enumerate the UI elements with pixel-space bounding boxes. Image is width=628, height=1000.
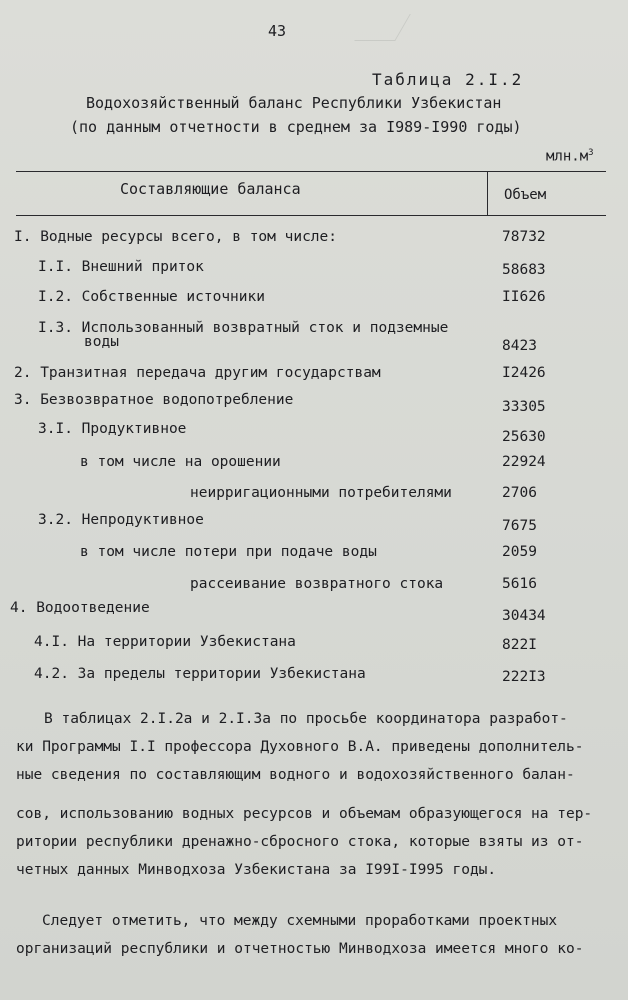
table-number: Таблица 2.I.2: [372, 70, 524, 89]
table-row: [0, 634, 628, 658]
table-row: [0, 392, 628, 416]
row-value: I2426: [502, 365, 546, 381]
row-label: I. Водные ресурсы всего, в том числе:: [14, 229, 338, 245]
table-header-rule: [16, 215, 606, 216]
paragraph-line: Следует отметить, что между схемными проработками проектных: [42, 913, 558, 929]
table-row: [0, 544, 628, 568]
table-row: [0, 454, 628, 478]
row-label: I.I. Внешний приток: [38, 259, 204, 275]
row-label: I.2. Собственные источники: [38, 289, 265, 305]
table-row: [0, 421, 628, 445]
table-title-line-2: (по данным отчетности в среднем за I989-I990 годы): [70, 118, 522, 136]
row-label: I.3. Использованный возвратный сток и подземные: [38, 320, 449, 336]
paragraph-line: сов, использованию водных ресурсов и объемам образующегося на тер-: [16, 806, 593, 822]
row-value: 25630: [502, 429, 546, 445]
paragraph-line: организаций республики и отчетностью Минводхоза имеется много ко-: [16, 941, 584, 957]
paragraph-line: ки Программы I.I профессора Духовного В.А. приведены дополнитель-: [16, 739, 584, 755]
table-row: [0, 229, 628, 253]
row-value: 30434: [502, 608, 546, 624]
row-value: 222I3: [502, 669, 546, 685]
header-volume: Объем: [504, 187, 547, 203]
paragraph-line: ные сведения по составляющим водного и водохозяйственного балан-: [16, 767, 575, 783]
row-value: 78732: [502, 229, 546, 245]
row-value: 822I: [502, 637, 537, 653]
table-row: [0, 666, 628, 690]
row-value: 58683: [502, 262, 546, 278]
table-title-line-1: Водохозяйственный баланс Республики Узбекистан: [86, 94, 502, 112]
table-row: [0, 365, 628, 389]
row-label: рассеивание возвратного стока: [190, 576, 444, 592]
paragraph-line: четных данных Минводхоза Узбекистана за I99I-I995 годы.: [16, 862, 497, 878]
page-number: 43: [268, 22, 287, 40]
pencil-check-mark: [354, 14, 411, 41]
paragraph-line: ритории республики дренажно-сбросного стока, которые взяты из от-: [16, 834, 584, 850]
table-header-divider: [487, 171, 488, 216]
row-label: в том числе потери при подаче воды: [80, 544, 377, 560]
row-label: в том числе на орошении: [80, 454, 281, 470]
row-label: 4.I. На территории Узбекистана: [34, 634, 296, 650]
row-label: 3. Безвозвратное водопотребление: [14, 392, 294, 408]
paragraph-line: В таблицах 2.I.2а и 2.I.3а по просьбе координатора разработ-: [44, 711, 568, 727]
table-row: [0, 289, 628, 313]
row-label-continued: воды: [84, 334, 119, 350]
table-row: [0, 600, 628, 624]
row-value: II626: [502, 289, 546, 305]
unit-superscript: 3: [588, 148, 594, 158]
row-label: 4. Водоотведение: [10, 600, 150, 616]
row-value: 7675: [502, 518, 537, 534]
unit-label: [546, 148, 594, 165]
row-value: 2706: [502, 485, 537, 501]
header-components: Составляющие баланса: [120, 180, 301, 198]
table-top-rule: [16, 171, 606, 172]
row-value: 33305: [502, 399, 546, 415]
row-label: 3.2. Непродуктивное: [38, 512, 204, 528]
table-row: [0, 512, 628, 536]
row-value: 22924: [502, 454, 546, 470]
table-row: [0, 576, 628, 600]
row-label: неирригационными потребителями: [190, 485, 452, 501]
row-label: 2. Транзитная передача другим государствам: [14, 365, 381, 381]
unit-text: млн.м: [546, 148, 589, 165]
row-label: 4.2. За пределы территории Узбекистана: [34, 666, 366, 682]
row-value: 8423: [502, 338, 537, 354]
table-row: [0, 259, 628, 283]
table-row: [0, 485, 628, 509]
table-row: [0, 320, 628, 354]
row-value: 5616: [502, 576, 537, 592]
row-value: 2059: [502, 544, 537, 560]
row-label: 3.I. Продуктивное: [38, 421, 187, 437]
